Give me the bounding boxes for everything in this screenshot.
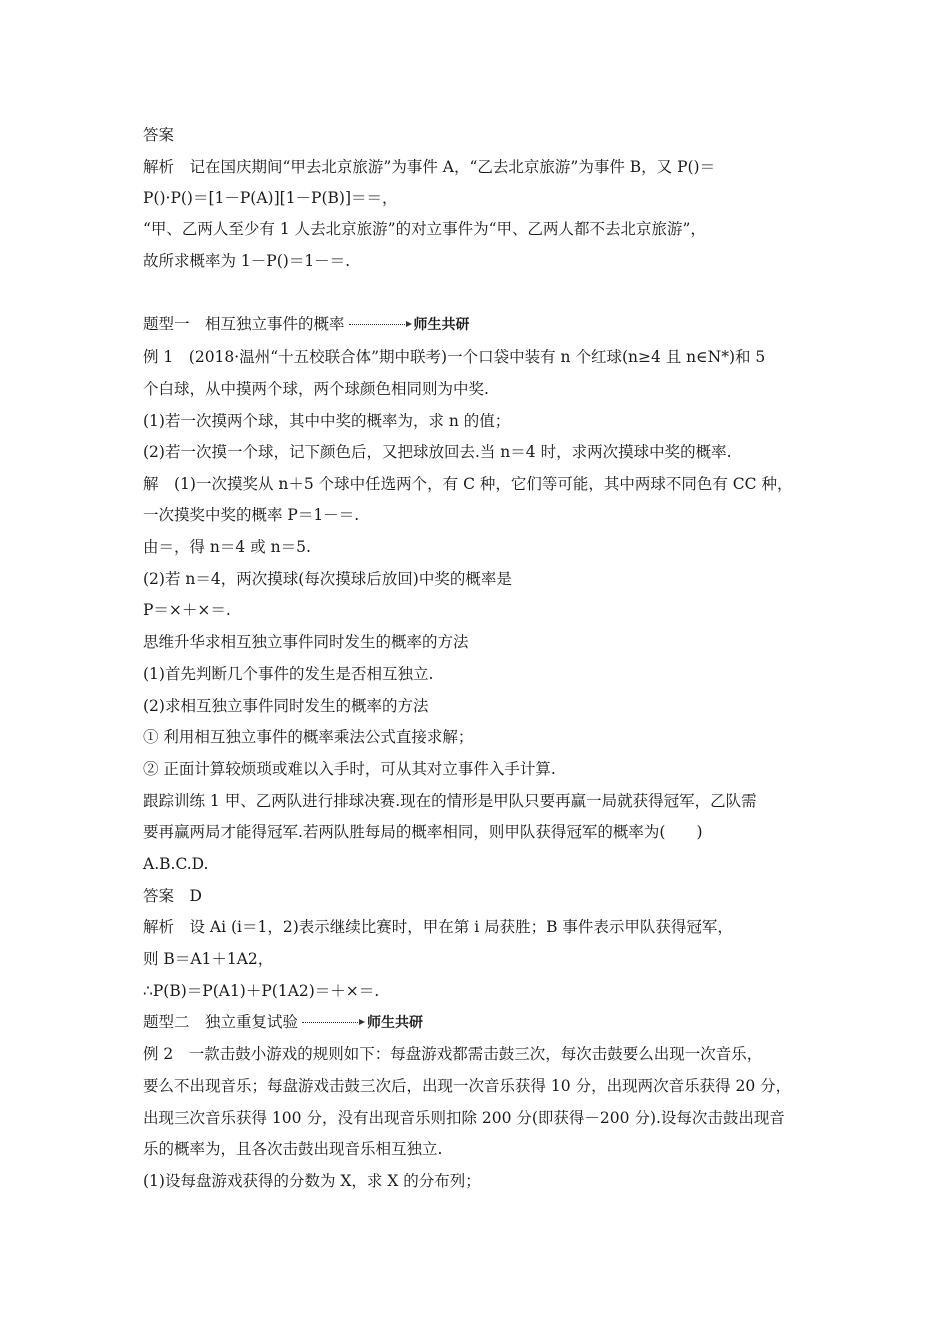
example1-line: P＝×＋×＝. [143, 601, 231, 619]
example1-line: 一次摸奖中奖的概率 P＝1－＝. [143, 506, 360, 524]
section-heading-2 [143, 1012, 423, 1033]
example2-line: 例 2 一款击鼓小游戏的规则如下：每盘游戏都需击鼓三次，每次击鼓要么出现一次音乐， [143, 1045, 763, 1063]
section-tag: 师生共研 [367, 1014, 424, 1031]
section-tag: 师生共研 [413, 316, 470, 333]
analysis-line-1: 解析 记在国庆期间“甲去北京旅游”为事件 A，“乙去北京旅游”为事件 B，又 P()＝ [143, 158, 716, 176]
arrow-icon [349, 324, 407, 325]
analysis-line-4: 故所求概率为 1－P()＝1－＝. [143, 252, 351, 270]
section-heading-1 [143, 314, 470, 335]
example2-line: 要么不出现音乐；每盘游戏击鼓三次后，出现一次音乐获得 10 分，出现两次音乐获得 20 分， [143, 1077, 792, 1095]
example1-line: (1)若一次摸两个球，其中中奖的概率为，求 n 的值； [143, 412, 511, 430]
example1-line: (2)若一次摸一个球，记下颜色后，又把球放回去.当 n＝4 时，求两次摸球中奖的概率. [143, 443, 732, 461]
example1-line: A.B.C.D. [143, 855, 209, 873]
example1-line: 个白球，从中摸两个球，两个球颜色相同则为中奖. [143, 380, 489, 398]
example1-line: ② 正面计算较烦琐或难以入手时，可从其对立事件入手计算. [143, 760, 556, 778]
example1-line: 跟踪训练 1 甲、乙两队进行排球决赛.现在的情形是甲队只要再赢一局就获得冠军，乙队需 [143, 792, 757, 810]
example1-line: 思维升华求相互独立事件同时发生的概率的方法 [143, 633, 469, 651]
section-title: 题型一 相互独立事件的概率 [143, 315, 345, 333]
example1-line: (2)求相互独立事件同时发生的概率的方法 [143, 697, 429, 715]
example1-line: 解 (1)一次摸奖从 n＋5 个球中任选两个，有 C 种，它们等可能，其中两球不同色有 CC 种， [143, 475, 793, 493]
example1-line: 解析 设 Ai (i＝1，2)表示继续比赛时，甲在第 i 局获胜；B 事件表示甲队获得冠军， [143, 918, 733, 936]
example1-line: 则 B＝A1＋1A2， [143, 950, 274, 968]
example1-line: 要再赢两局才能得冠军.若两队胜每局的概率相同，则甲队获得冠军的概率为( ) [143, 823, 703, 841]
example1-line: 例 1 (2018·温州“十五校联合体”期中联考)一个口袋中装有 n 个红球(n≥4 且 n∈N*)和 5 [143, 348, 766, 366]
example1-line: ∴P(B)＝P(A1)＋P(1A2)＝＋×＝. [143, 982, 380, 1000]
analysis-line-2: P()·P()＝[1－P(A)][1－P(B)]＝＝， [143, 189, 398, 207]
example2-line: 乐的概率为，且各次击鼓出现音乐相互独立. [143, 1140, 443, 1158]
answer-label: 答案 [143, 126, 175, 144]
example1-line: (2)若 n＝4，两次摸球(每次摸球后放回)中奖的概率是 [143, 570, 512, 588]
example1-line: (1)首先判断几个事件的发生是否相互独立. [143, 665, 434, 683]
example1-line: 答案 D [143, 887, 202, 905]
example2-line: 出现三次音乐获得 100 分，没有出现音乐则扣除 200 分(即获得－200 分).设每次击鼓出现音 [143, 1109, 785, 1127]
analysis-line-3: “甲、乙两人至少有 1 人去北京旅游”的对立事件为“甲、乙两人都不去北京旅游”， [143, 220, 706, 238]
example1-line: ① 利用相互独立事件的概率乘法公式直接求解； [143, 728, 474, 746]
section-title: 题型二 独立重复试验 [143, 1013, 299, 1031]
section-tag-marker [302, 1013, 423, 1033]
section-tag-marker [349, 315, 470, 335]
example1-line: 由＝，得 n＝4 或 n＝5. [143, 538, 311, 556]
arrow-icon [302, 1022, 360, 1023]
example2-line: (1)设每盘游戏获得的分数为 X，求 X 的分布列； [143, 1172, 481, 1190]
